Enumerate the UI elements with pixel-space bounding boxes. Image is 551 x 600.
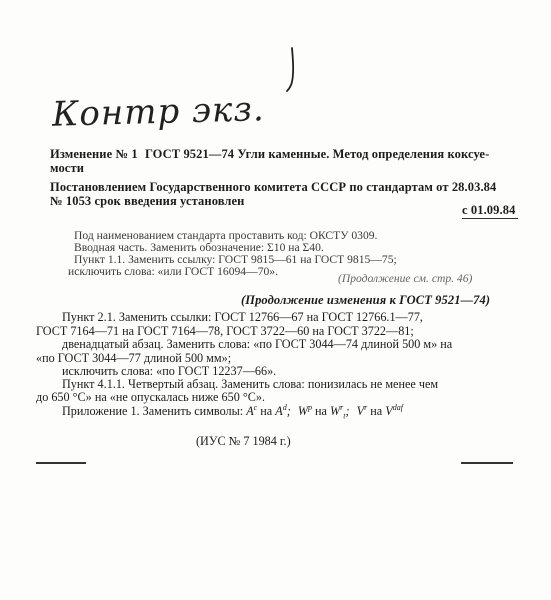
handwritten-stroke	[284, 46, 298, 94]
header-line-2: мости	[50, 161, 84, 175]
decree-line-1: Постановлением Государственного комитета СССР по стандартам от 28.03.84	[50, 180, 497, 194]
continuation-heading: (Продолжение изменения к ГОСТ 9521—74)	[241, 293, 491, 307]
body2-line-2: ГОСТ 7164—71 на ГОСТ 7164—78, ГОСТ 3722—60 на ГОСТ 3722—81;	[36, 324, 414, 338]
symbol-w-r-t: $W^r_t$;	[330, 402, 350, 421]
handwritten-note: Контр экз.	[51, 89, 266, 135]
symbol-a-c: $A^c$	[246, 402, 258, 418]
effective-date: с 01.09.84	[462, 203, 516, 217]
body2-line-3: двенадцатый абзац. Заменить слова: «по ГОСТ 3044—74 длиной 500 м» на	[62, 337, 453, 351]
replace-word-2: на	[315, 404, 327, 418]
symbol-v-r: $V^r$	[356, 402, 368, 418]
cut-off-line-clip	[338, 272, 518, 287]
bottom-rule-left	[36, 462, 86, 464]
body1-line-4: исключить слова: «или ГОСТ 16094—70».	[68, 265, 278, 278]
body2-line-1: Пункт 2.1. Заменить ссылки: ГОСТ 12766—67 на ГОСТ 12766.1—77,	[62, 310, 423, 324]
body2-line-5: исключить слова: «по ГОСТ 12237—66».	[62, 364, 277, 378]
change-number: Изменение № 1	[50, 147, 138, 161]
appendix-prefix: Приложение 1. Заменить символы:	[62, 404, 244, 418]
bottom-rule-right	[461, 462, 513, 464]
symbol-v-daf: $V^{daf}$	[385, 402, 403, 418]
standard-title: ГОСТ 9521—74 Угли каменные. Метод определения коксуе-	[144, 147, 490, 161]
body1-line-1: Под наименованием стандарта проставить код: ОКСТУ 0309.	[74, 229, 378, 242]
body2-line-6: Пункт 4.1.1. Четвертый абзац. Заменить слова: понизилась не менее чем	[62, 377, 439, 391]
body1-line-2: Вводная часть. Заменить обозначение: Σ10 на Σ40.	[74, 241, 324, 254]
appendix-line	[62, 402, 403, 421]
body2-line-4: «по ГОСТ 3044—77 длиной 500 мм»;	[36, 351, 232, 365]
symbol-w-p: $W^p$	[297, 402, 312, 418]
replace-word-3: на	[370, 404, 383, 418]
source-note: (ИУС № 7 1984 г.)	[196, 434, 291, 448]
cut-off-text: (Продолжение см. стр. 46)	[338, 272, 473, 285]
body1-line-3: Пункт 1.1. Заменить ссылку: ГОСТ 9815—61 на ГОСТ 9815—75;	[74, 253, 397, 266]
replace-word-1: на	[260, 404, 273, 418]
body2-line-7: до 650 °С» на «не опускалась ниже 650 °С».	[36, 390, 265, 404]
symbol-a-d: $A^d$;	[275, 402, 291, 418]
decree-line-2: № 1053 срок введения установлен	[50, 194, 245, 208]
header-line-1	[50, 147, 489, 162]
effective-date-underline	[462, 218, 518, 219]
